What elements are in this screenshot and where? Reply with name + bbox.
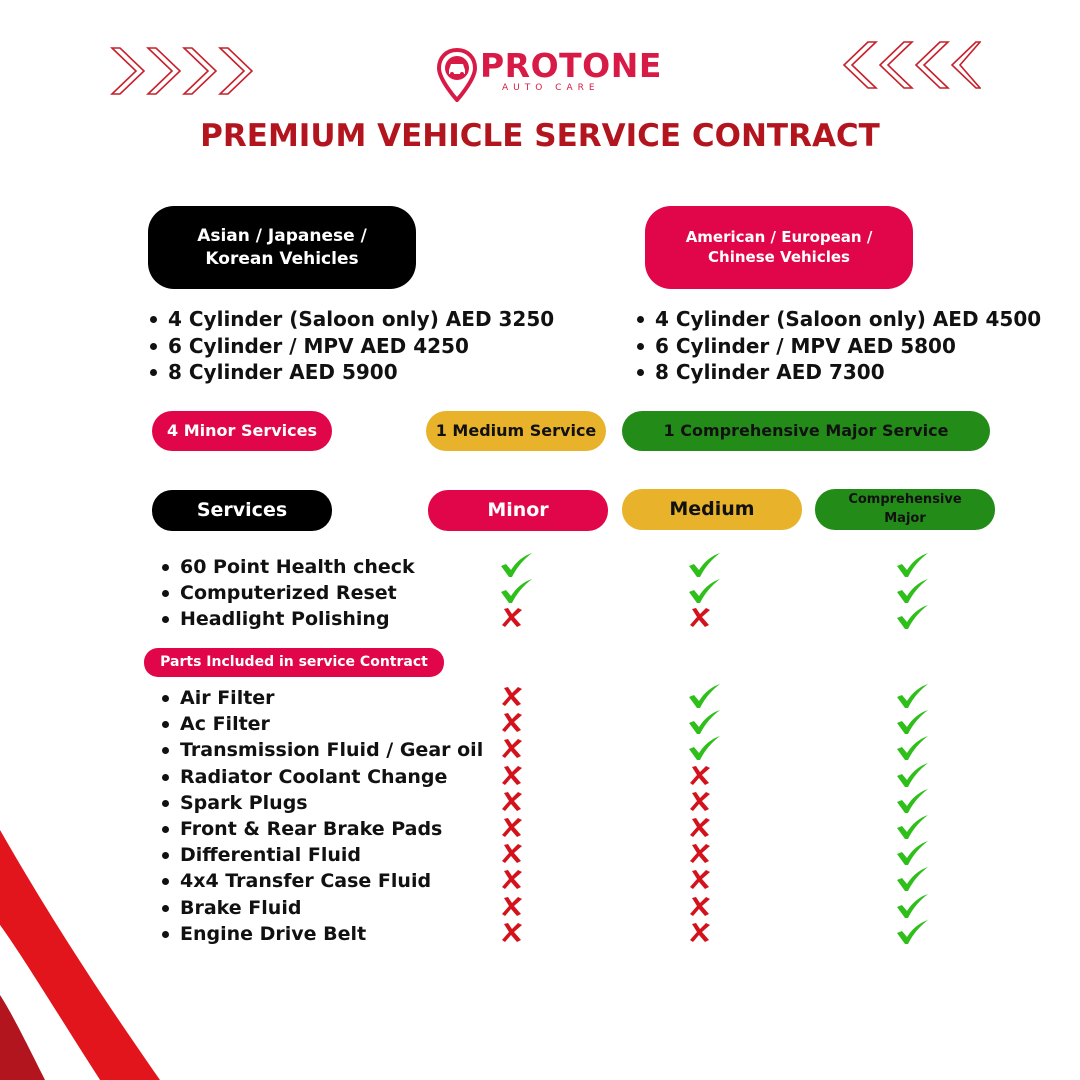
asian-vehicles-label: Asian / Japanese / Korean Vehicles [197,226,367,269]
services-header [152,490,332,531]
cross-icon [686,788,722,814]
cross-icon [498,840,534,866]
checkmark-icon [894,919,930,945]
list-item: Headlight Polishing [160,606,415,632]
medium-header [622,489,802,530]
checkmark-icon [894,683,930,709]
brand-tagline: AUTO CARE [502,83,600,93]
list-item: Differential Fluid [160,842,483,868]
cross-icon [686,919,722,945]
services-list [160,554,415,633]
medium-header-label: Medium [669,498,755,521]
checkmark-icon [894,578,930,604]
checkmark-icon [894,709,930,735]
cross-icon [498,735,534,761]
checkmark-icon [894,604,930,630]
list-item: Engine Drive Belt [160,921,483,947]
list-item: Radiator Coolant Change [160,764,483,790]
major-header-label: Comprehensive Major [848,491,962,526]
services-header-label: Services [196,499,288,522]
cross-icon [498,762,534,788]
checkmark-icon [894,788,930,814]
list-item: 8 Cylinder AED 7300 [635,359,1041,386]
list-item: 60 Point Health check [160,554,415,580]
cross-icon [498,683,534,709]
checkmark-icon [894,552,930,578]
cross-icon [686,604,722,630]
list-item: Ac Filter [160,711,483,737]
page-title: PREMIUM VEHICLE SERVICE CONTRACT [200,118,880,154]
checkmark-icon [498,552,534,578]
checkmark-icon [894,893,930,919]
minor-services-count-pill [152,411,332,451]
checkmark-icon [894,762,930,788]
medium-service-count: 1 Medium Service [435,420,597,440]
chevron-right-icon [108,44,253,98]
car-location-pin-icon [436,48,478,102]
minor-services-count: 4 Minor Services [167,420,317,440]
american-vehicles-label: American / European / Chinese Vehicles [685,228,873,266]
cross-icon [686,762,722,788]
list-item: 4x4 Transfer Case Fluid [160,868,483,894]
parts-heading: Parts Included in service Contract [160,654,428,671]
checkmark-icon [894,840,930,866]
major-service-count-pill [622,411,990,451]
parts-heading-pill [144,648,444,677]
checkmark-icon [894,814,930,840]
list-item: Air Filter [160,685,483,711]
cross-icon [686,893,722,919]
minor-header [428,490,608,531]
brand-name: PROTONE [480,46,662,85]
major-service-count: 1 Comprehensive Major Service [663,420,949,440]
minor-header-label: Minor [487,499,549,522]
checkmark-icon [686,578,722,604]
checkmark-icon [686,683,722,709]
cross-icon [498,709,534,735]
list-item: 6 Cylinder / MPV AED 4250 [148,333,554,360]
asian-vehicles-pill [148,206,416,289]
checkmark-icon [894,735,930,761]
cross-icon [686,814,722,840]
cross-icon [498,788,534,814]
cross-icon [498,866,534,892]
american-vehicles-pill [645,206,913,289]
list-item: Brake Fluid [160,895,483,921]
medium-service-count-pill [426,411,606,451]
cross-icon [498,604,534,630]
brand-logo [432,46,662,102]
list-item: Computerized Reset [160,580,415,606]
checkmark-icon [498,578,534,604]
list-item: 4 Cylinder (Saloon only) AED 4500 [635,306,1041,333]
cross-icon [498,814,534,840]
checkmark-icon [686,552,722,578]
list-item: 6 Cylinder / MPV AED 5800 [635,333,1041,360]
cross-icon [686,866,722,892]
checkmark-icon [686,709,722,735]
checkmark-icon [894,866,930,892]
major-header [815,489,995,530]
checkmark-icon [686,735,722,761]
list-item: Transmission Fluid / Gear oil [160,737,483,763]
asian-price-list [148,306,554,386]
cross-icon [498,893,534,919]
cross-icon [686,840,722,866]
list-item: Spark Plugs [160,790,483,816]
list-item: Front & Rear Brake Pads [160,816,483,842]
american-price-list [635,306,1041,386]
list-item: 4 Cylinder (Saloon only) AED 3250 [148,306,554,333]
chevron-left-icon [836,38,981,92]
cross-icon [498,919,534,945]
parts-list [160,685,483,947]
list-item: 8 Cylinder AED 5900 [148,359,554,386]
